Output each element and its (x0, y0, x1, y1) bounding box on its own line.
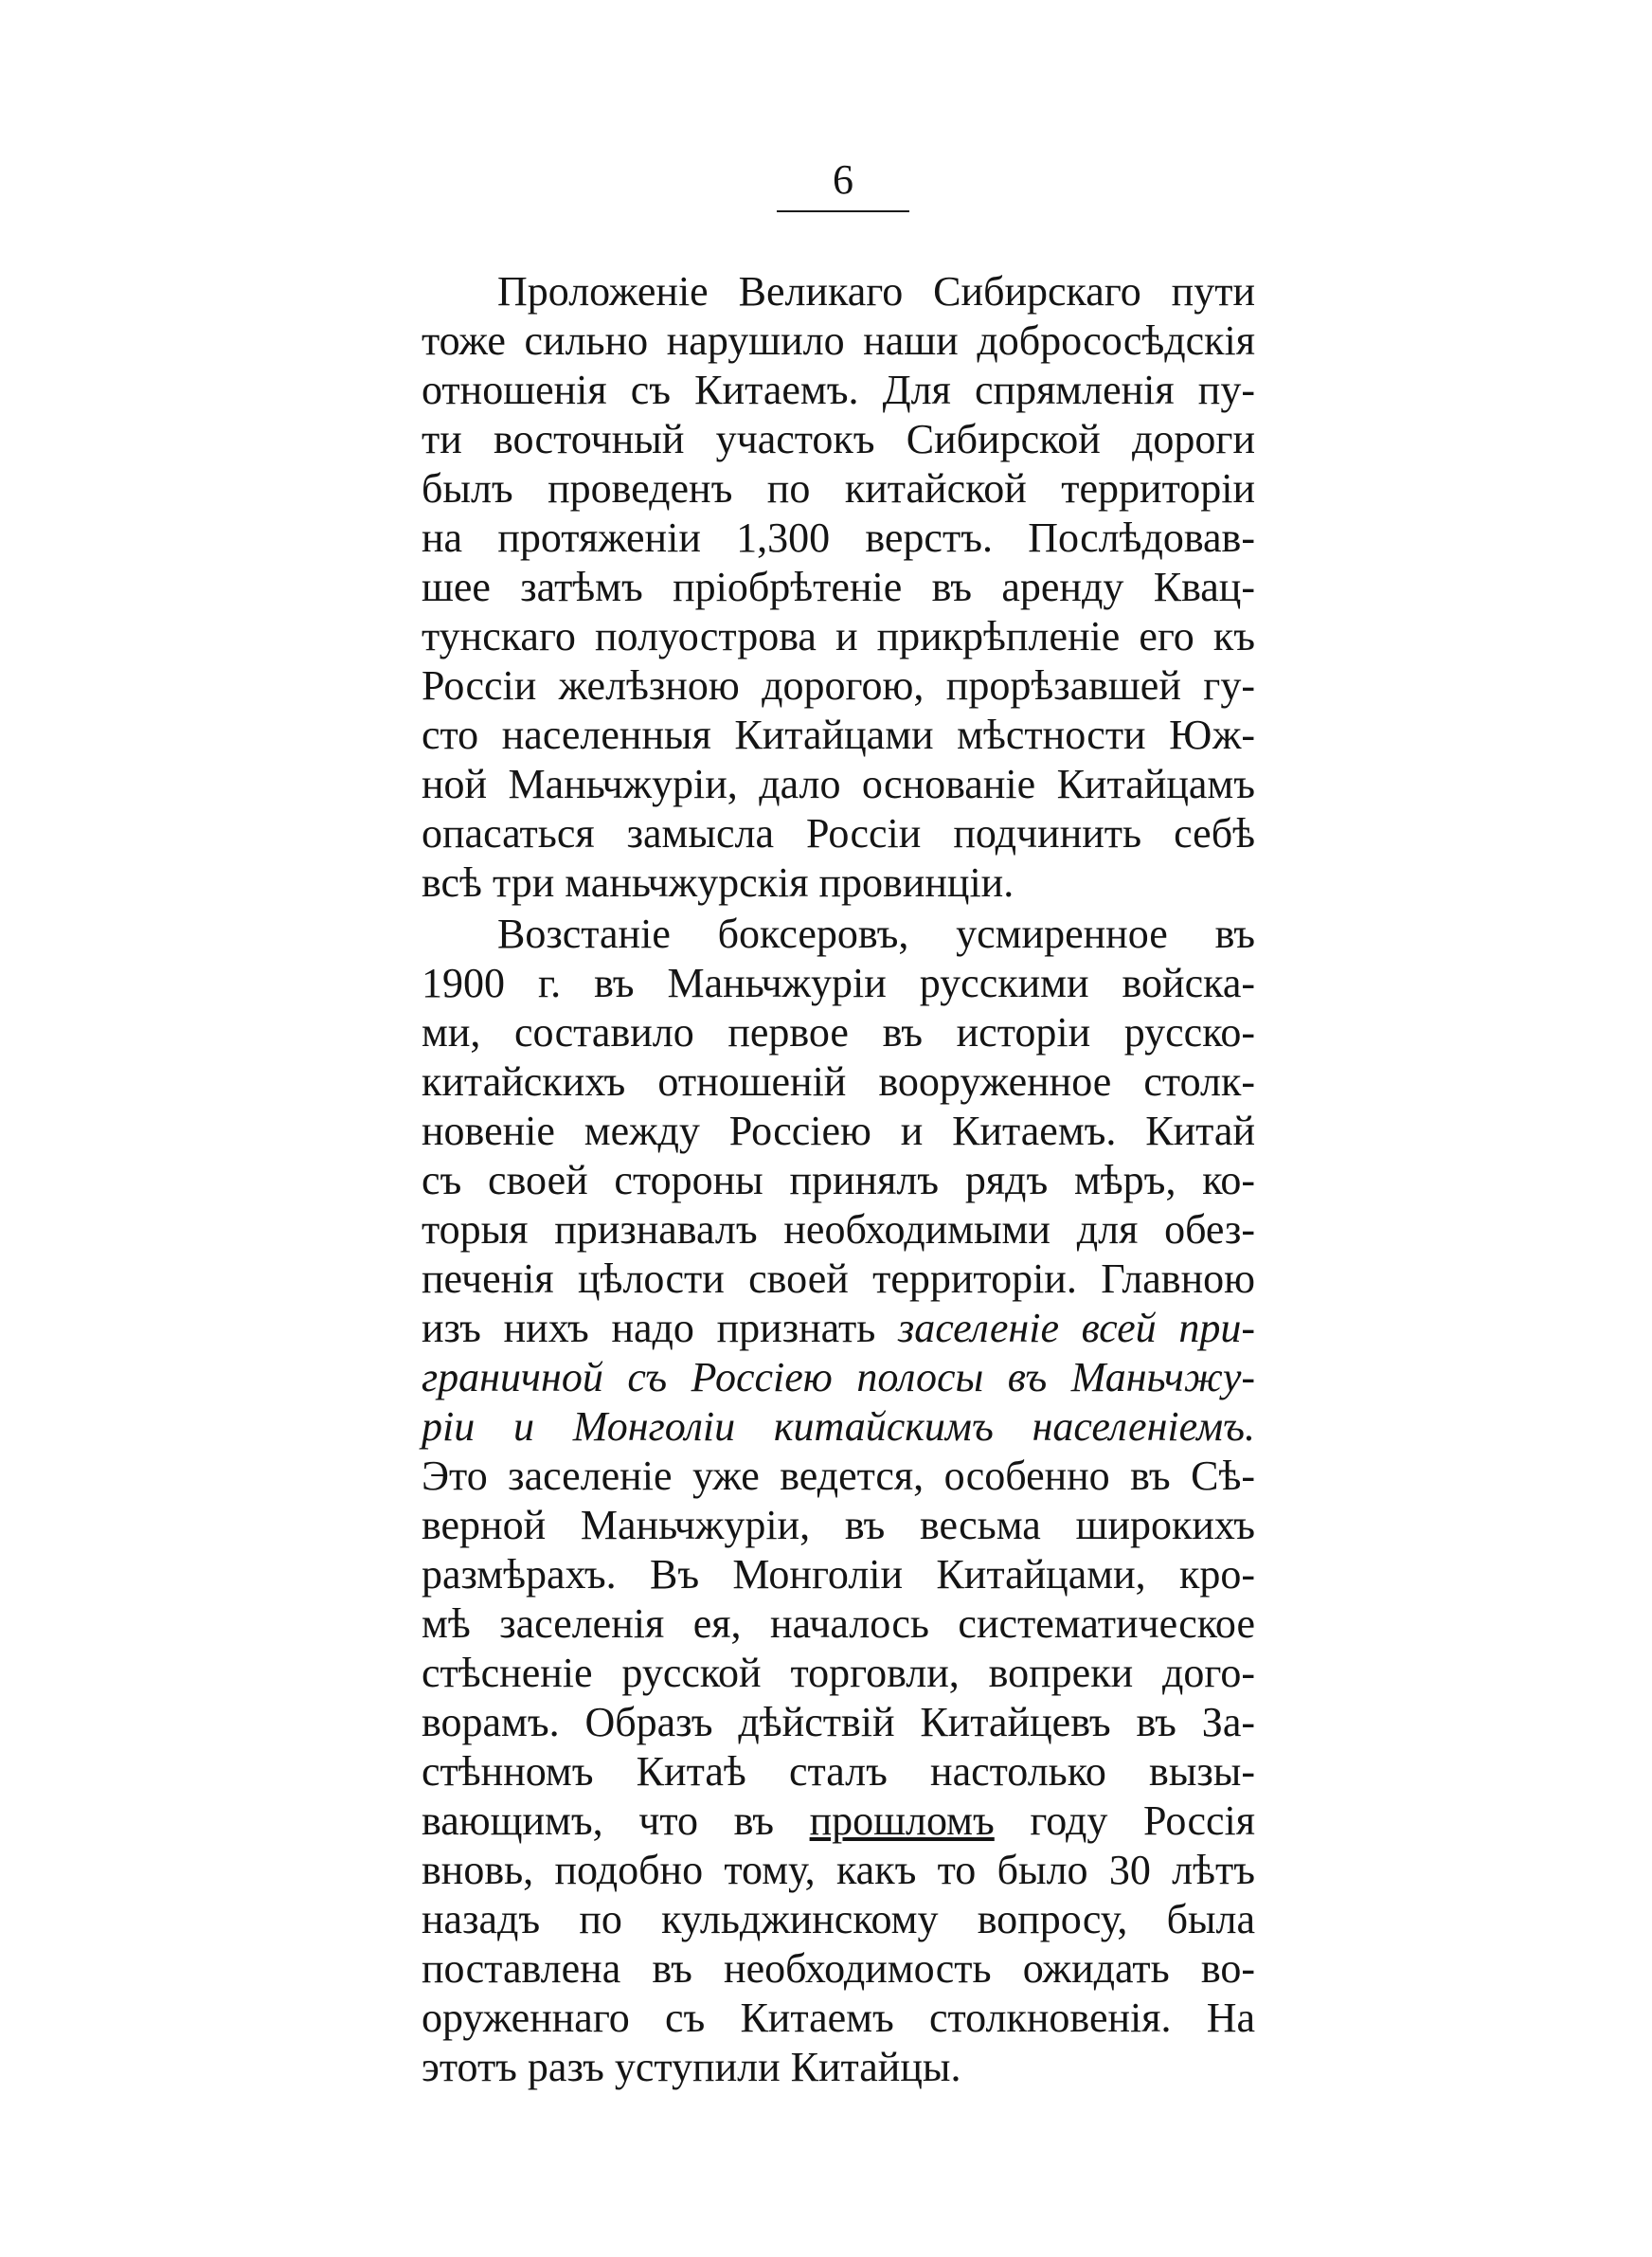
italic-emphasis: заселеніе всей при- (898, 1305, 1255, 1351)
text-line: этотъ разъ уступили Китайцы. (422, 2044, 961, 2090)
text-line: вновь, подобно тому, какъ то было 30 лѣтъ (422, 1847, 1255, 1893)
body-text (422, 267, 1255, 2092)
text-line: Возстаніе боксеровъ, усмиренное въ (497, 911, 1255, 957)
text-line: съ своей стороны принялъ рядъ мѣръ, ко- (422, 1157, 1255, 1203)
text-segment: году Россія (994, 1797, 1256, 1844)
text-line: тунскаго полуострова и прикрѣпленіе его къ (422, 613, 1255, 659)
page-number: 6 (833, 156, 853, 203)
text-line: торыя признавалъ необходимыми для обез- (422, 1206, 1255, 1253)
text-line: Это заселеніе уже ведется, особенно въ Сѣ- (422, 1453, 1255, 1499)
text-segment: вающимъ, что въ (422, 1797, 810, 1844)
underlined-word: прошломъ (809, 1797, 995, 1844)
text-line: ворамъ. Образъ дѣйствій Китайцевъ въ За- (422, 1699, 1255, 1745)
text-line: китайскихъ отношеній вооруженное столк- (422, 1058, 1255, 1105)
text-line: мѣ заселенія ея, началось систематическое (422, 1600, 1255, 1647)
italic-line: граничной съ Россіею полосы въ Маньчжу- (422, 1354, 1255, 1400)
text-line: назадъ по кульджинскому вопросу, была (422, 1896, 1255, 1942)
text-segment: изъ нихъ надо признать (422, 1305, 876, 1351)
text-line: верной Маньчжуріи, въ весьма широкихъ (422, 1502, 1255, 1548)
page-number-rule (777, 210, 909, 212)
text-line: ной Маньчжуріи, дало основаніе Китайцамъ (422, 761, 1255, 807)
text-line: поставлена въ необходимость ожидать во- (422, 1945, 1255, 1992)
italic-line: ріи и Монголіи китайскимъ населеніемъ. (422, 1403, 1255, 1450)
text-line: тоже сильно нарушило наши добрососѣдскія (422, 317, 1255, 364)
text-line: размѣрахъ. Въ Монголіи Китайцами, кро- (422, 1551, 1255, 1598)
text-line-mixed (422, 1797, 1255, 1846)
text-line: опасаться замысла Россіи подчинить себѣ (422, 810, 1255, 857)
text-line-mixed (422, 1304, 1255, 1353)
text-line: стѣнномъ Китаѣ сталъ настолько вызы- (422, 1748, 1255, 1795)
text-line: сто населенныя Китайцами мѣстности Юж- (422, 712, 1255, 758)
text-line: Россіи желѣзною дорогою, прорѣзавшей гу- (422, 662, 1255, 709)
text-line: оруженнаго съ Китаемъ столкновенія. На (422, 1995, 1255, 2041)
text-line: былъ проведенъ по китайской территоріи (422, 465, 1255, 512)
text-line: новеніе между Россіею и Китаемъ. Китай (422, 1108, 1255, 1154)
text-line: всѣ три маньчжурскія провинціи. (422, 859, 1015, 906)
text-line: отношенія съ Китаемъ. Для спрямленія пу- (422, 367, 1255, 413)
text-line: ми, составило первое въ исторіи русско- (422, 1009, 1255, 1056)
text-line: ти восточный участокъ Сибирской дороги (422, 416, 1255, 462)
text-line: стѣсненіе русской торговли, вопреки дого- (422, 1650, 1255, 1696)
text-line: на протяженіи 1,300 верстъ. Послѣдовав- (422, 515, 1255, 561)
text-line: печенія цѣлости своей территоріи. Главною (422, 1255, 1255, 1302)
text-line: 1900 г. въ Маньчжуріи русскими войска- (422, 960, 1255, 1006)
text-line: Проложеніе Великаго Сибирскаго пути (497, 268, 1255, 315)
text-line: шее затѣмъ пріобрѣтеніе въ аренду Квац- (422, 564, 1255, 610)
